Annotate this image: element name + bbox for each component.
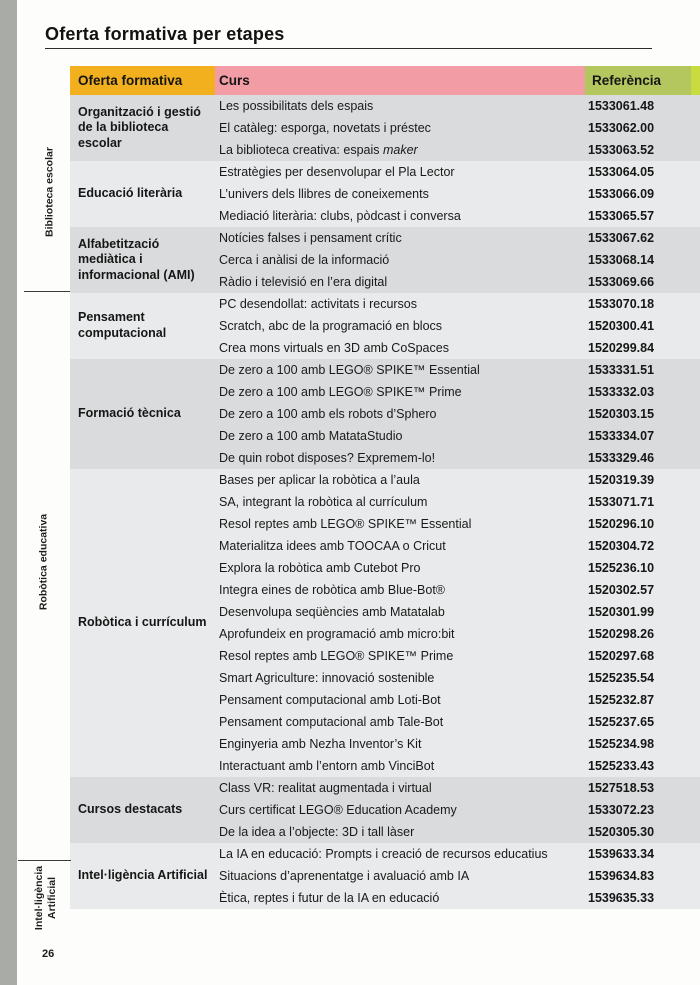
course-reference: 1520299.84 [588, 341, 655, 355]
section-rows [215, 227, 700, 293]
course-name: De zero a 100 amb MatataStudio [219, 429, 403, 443]
course-reference: 1525236.10 [588, 561, 655, 575]
course-name: Estratègies per desenvolupar el Pla Lector [219, 165, 455, 179]
course-reference: 1533064.05 [588, 165, 655, 179]
header-referencia: Referència [585, 66, 691, 95]
course-name: Curs certificat LEGO® Education Academy [219, 803, 457, 817]
course-name: Ràdio i televisió en l’era digital [219, 275, 388, 289]
table-row [215, 557, 700, 579]
course-reference: 1533332.03 [588, 385, 655, 399]
header-edge-tab [691, 66, 700, 95]
course-name: Crea mons virtuals en 3D amb CoSpaces [219, 341, 449, 355]
course-reference: 1533069.66 [588, 275, 655, 289]
category-label: Organització i gestió de la biblioteca escolar [78, 104, 201, 150]
table-row [215, 843, 700, 865]
course-reference: 1533061.48 [588, 99, 655, 113]
table-row [215, 667, 700, 689]
course-name: De zero a 100 amb LEGO® SPIKE™ Essential [219, 363, 480, 377]
course-name: Cerca i anàlisi de la informació [219, 253, 390, 267]
table-section [70, 777, 700, 843]
course-name: Resol reptes amb LEGO® SPIKE™ Prime [219, 649, 454, 663]
course-reference: 1533066.09 [588, 187, 655, 201]
course-reference: 1520319.39 [588, 473, 655, 487]
course-name-italic-part: maker [382, 143, 418, 157]
sidebar-label-biblioteca-escolar: Biblioteca escolar [43, 147, 56, 237]
table-section [70, 95, 700, 161]
table-row [215, 623, 700, 645]
course-name: Situacions d’aprenentatge i avaluació amb IA [219, 869, 470, 883]
table-row [215, 777, 700, 799]
table-row [215, 645, 700, 667]
course-reference: 1520298.26 [588, 627, 655, 641]
course-reference: 1520305.30 [588, 825, 655, 839]
course-reference: 1539634.83 [588, 869, 655, 883]
category-label: Formació tècnica [78, 406, 181, 421]
header-curs: Curs [215, 66, 585, 95]
table-row [215, 711, 700, 733]
section-rows [215, 95, 700, 161]
category-label: Educació literària [78, 186, 183, 201]
table-row [215, 227, 700, 249]
course-name: L’univers dels llibres de coneixements [219, 187, 429, 201]
course-reference: 1525233.43 [588, 759, 655, 773]
course-reference: 1525237.65 [588, 715, 655, 729]
section-rows [215, 161, 700, 227]
section-rows [215, 293, 700, 359]
course-name: De quin robot disposes? Expremem-lo! [219, 451, 436, 465]
course-reference: 1533071.71 [588, 495, 655, 509]
section-rows [215, 777, 700, 843]
category-label: Alfabetització mediàtica i informacional (AMI) [78, 236, 195, 282]
course-reference: 1533065.57 [588, 209, 655, 223]
sidebar-label-robotica-educativa: Robòtica educativa [37, 513, 50, 611]
table-row [215, 513, 700, 535]
course-name: De zero a 100 amb LEGO® SPIKE™ Prime [219, 385, 462, 399]
table-row [215, 161, 700, 183]
course-name: Scratch, abc de la programació en blocs [219, 319, 443, 333]
course-name: Smart Agriculture: innovació sostenible [219, 671, 435, 685]
sidebar-divider-2 [18, 860, 71, 861]
sidebar-label-intelligencia-artificial [33, 866, 59, 930]
course-name: Aprofundeix en programació amb micro:bit [219, 627, 455, 641]
course-reference: 1533334.07 [588, 429, 655, 443]
course-reference: 1525232.87 [588, 693, 655, 707]
course-reference: 1539635.33 [588, 891, 655, 905]
course-name: Pensament computacional amb Tale-Bot [219, 715, 444, 729]
table-row [215, 381, 700, 403]
table-row [215, 359, 700, 381]
table-row [215, 865, 700, 887]
course-name: Ètica, reptes i futur de la IA en educació [219, 891, 440, 905]
course-reference: 1520300.41 [588, 319, 655, 333]
section-rows [215, 843, 700, 909]
course-table [70, 66, 700, 909]
table-row [215, 579, 700, 601]
category-label: Pensament computacional [78, 310, 167, 340]
table-row [215, 821, 700, 843]
page-title: Oferta formativa per etapes [45, 24, 285, 44]
course-reference: 1525235.54 [588, 671, 655, 685]
course-reference: 1533062.00 [588, 121, 655, 135]
category-label: Robòtica i currículum [78, 615, 207, 630]
table-row [215, 271, 700, 293]
table-row [215, 535, 700, 557]
course-name: Interactuant amb l’entorn amb VinciBot [219, 759, 435, 773]
course-reference: 1533072.23 [588, 803, 655, 817]
course-reference: 1525234.98 [588, 737, 655, 751]
course-reference: 1520303.15 [588, 407, 655, 421]
course-reference: 1533068.14 [588, 253, 655, 267]
table-section [70, 293, 700, 359]
course-reference: 1520302.57 [588, 583, 655, 597]
course-reference: 1520296.10 [588, 517, 655, 531]
page-edge-strip [0, 0, 17, 985]
category-label: Cursos destacats [78, 802, 183, 817]
course-name: Resol reptes amb LEGO® SPIKE™ Essential [219, 517, 472, 531]
table-row [215, 887, 700, 909]
course-name: Les possibilitats dels espais [219, 99, 374, 113]
table-row [215, 425, 700, 447]
course-name: De zero a 100 amb els robots d’Sphero [219, 407, 437, 421]
table-row [215, 755, 700, 777]
sidebar-label-ia-line2: Artificial [46, 877, 58, 920]
section-rows [215, 359, 700, 469]
table-row [215, 799, 700, 821]
page-number: 26 [42, 948, 55, 960]
course-name: Integra eines de robòtica amb Blue-Bot® [219, 583, 446, 597]
table-row [215, 601, 700, 623]
table-row [215, 95, 700, 117]
table-row [215, 733, 700, 755]
course-reference: 1533070.18 [588, 297, 655, 311]
table-row [215, 403, 700, 425]
table-section [70, 227, 700, 293]
course-name: Class VR: realitat augmentada i virtual [219, 781, 432, 795]
table-row [215, 139, 700, 161]
table-row [215, 689, 700, 711]
table-body [70, 95, 700, 909]
table-row [215, 337, 700, 359]
course-name: Materialitza idees amb TOOCAA o Cricut [219, 539, 446, 553]
table-row [215, 249, 700, 271]
course-name: De la idea a l’objecte: 3D i tall làser [219, 825, 415, 839]
table-row [215, 293, 700, 315]
course-name: Explora la robòtica amb Cutebot Pro [219, 561, 421, 575]
table-row [215, 469, 700, 491]
title-underline [45, 48, 652, 49]
sidebar-divider-1 [24, 291, 70, 292]
course-name: Enginyeria amb Nezha Inventor’s Kit [219, 737, 422, 751]
course-name: La biblioteca creativa: espais maker [219, 143, 418, 157]
course-name: La IA en educació: Prompts i creació de recursos educatius [219, 847, 548, 861]
table-row [215, 491, 700, 513]
table-row [215, 315, 700, 337]
table-row [215, 183, 700, 205]
header-oferta-formativa: Oferta formativa [70, 66, 215, 95]
table-section [70, 843, 700, 909]
course-reference: 1520301.99 [588, 605, 655, 619]
course-name: SA, integrant la robòtica al currículum [219, 495, 428, 509]
course-name: Pensament computacional amb Loti-Bot [219, 693, 441, 707]
course-reference: 1533331.51 [588, 363, 655, 377]
table-section [70, 161, 700, 227]
table-header-row [70, 66, 700, 95]
table-section [70, 469, 700, 777]
course-reference: 1533067.62 [588, 231, 655, 245]
course-reference: 1533063.52 [588, 143, 655, 157]
sidebar-label-ia-line1: Intel·ligència [32, 865, 45, 931]
category-label: Intel·ligència Artificial [78, 868, 208, 883]
course-name: Desenvolupa seqüències amb Matatalab [219, 605, 445, 619]
section-rows [215, 469, 700, 777]
course-reference: 1520297.68 [588, 649, 655, 663]
course-name: PC desendollat: activitats i recursos [219, 297, 418, 311]
course-reference: 1520304.72 [588, 539, 655, 553]
table-row [215, 447, 700, 469]
table-row [215, 205, 700, 227]
course-name: Notícies falses i pensament crític [219, 231, 402, 245]
course-name: El catàleg: esporga, novetats i préstec [219, 121, 431, 135]
course-name: Mediació literària: clubs, pòdcast i conversa [219, 209, 461, 223]
course-reference: 1533329.46 [588, 451, 655, 465]
course-reference: 1539633.34 [588, 847, 655, 861]
course-reference: 1527518.53 [588, 781, 655, 795]
table-section [70, 359, 700, 469]
table-row [215, 117, 700, 139]
course-name: Bases per aplicar la robòtica a l’aula [219, 473, 420, 487]
